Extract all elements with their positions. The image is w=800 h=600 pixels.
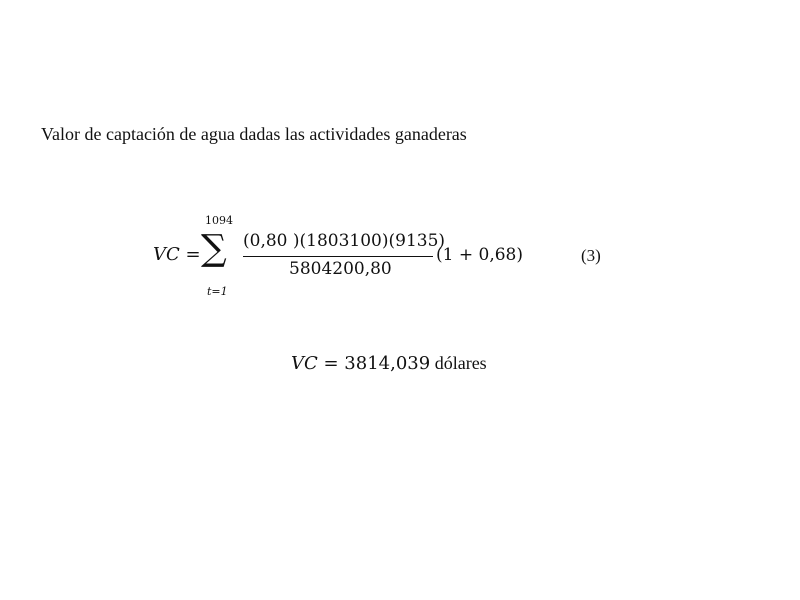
result-equation bbox=[291, 353, 487, 374]
equation-factor: (1 + 0,68) bbox=[436, 245, 523, 265]
equation-number: (3) bbox=[581, 246, 601, 265]
intro-paragraph: Valor de captación de agua dadas las actividades ganaderas bbox=[41, 124, 467, 144]
result-value: = 3814,039 bbox=[317, 353, 431, 374]
fraction-bar bbox=[243, 256, 433, 257]
result-unit: dólares bbox=[430, 353, 487, 373]
result-variable: VC bbox=[291, 353, 318, 374]
equation-lhs bbox=[153, 244, 201, 265]
sum-lower-limit: t=1 bbox=[207, 285, 228, 298]
fraction-denominator: 5804200,80 bbox=[289, 259, 392, 279]
summation-symbol: ∑ bbox=[201, 228, 227, 269]
fraction-numerator: (0,80 )(1803100)(9135) bbox=[243, 231, 446, 251]
lhs-variable: VC bbox=[153, 244, 180, 265]
sum-upper-limit: 1094 bbox=[205, 214, 233, 227]
lhs-equals: = bbox=[179, 244, 201, 265]
